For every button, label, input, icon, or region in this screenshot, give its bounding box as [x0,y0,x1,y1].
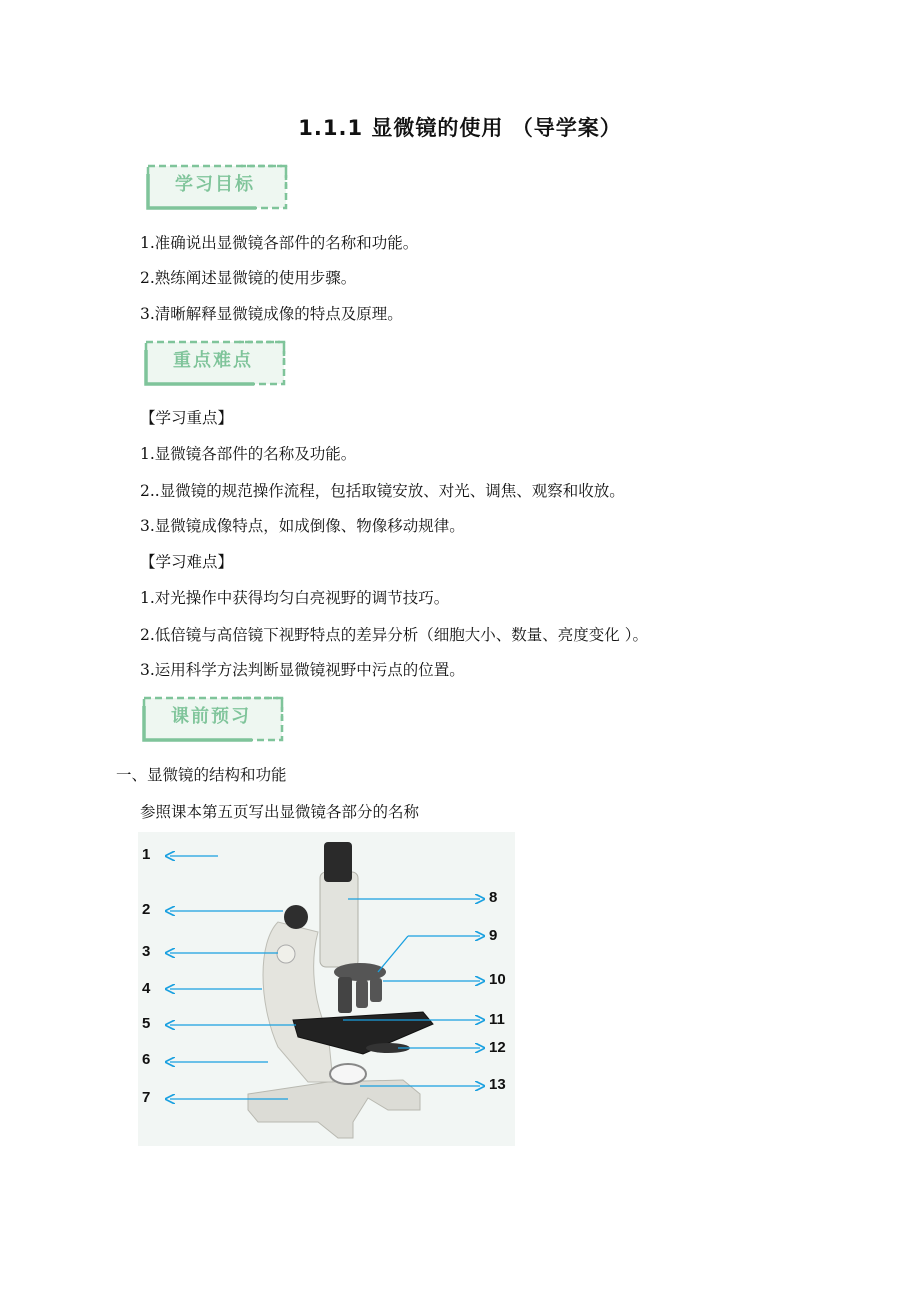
difficult-heading: 【学习难点】 [140,553,234,571]
difficult-item-3: 3.运用科学方法判断显微镜视野中污点的位置。 [140,661,465,679]
figure-label-3: 3 [142,943,151,960]
section-banner-preview [142,696,288,744]
figure-label-12: 12 [489,1039,506,1056]
figure-label-10: 10 [489,971,506,988]
section-banner-goals [146,164,292,212]
key-item-2: 2..显微镜的规范操作流程，包括取镜安放、对光、调焦、观察和收放。 [140,482,625,500]
figure-label-9: 9 [489,927,498,944]
figure-label-11: 11 [489,1011,505,1028]
figure-label-5: 5 [142,1015,151,1032]
instruction-text: 参照课本第五页写出显微镜各部分的名称 [140,803,420,821]
figure-label-13: 13 [489,1076,506,1093]
key-heading: 【学习重点】 [140,409,234,427]
goal-item-2: 2.熟练阐述显微镜的使用步骤。 [140,269,357,287]
figure-label-6: 6 [142,1051,151,1068]
page-title: 1.1.1 显微镜的使用 （导学案） [298,116,622,140]
section-one-heading: 一、显微镜的结构和功能 [116,766,287,784]
difficult-item-2: 2.低倍镜与高倍镜下视野特点的差异分析（细胞大小、数量、亮度变化 ）。 [140,626,648,644]
figure-label-7: 7 [142,1089,151,1106]
banner-goals-label: 学习目标 [175,174,255,195]
section-banner-key-points [144,340,290,388]
banner-preview-label: 课前预习 [171,706,251,727]
figure-label-2: 2 [142,901,151,918]
goal-item-1: 1.准确说出显微镜各部件的名称和功能。 [140,234,419,252]
goal-item-3: 3.清晰解释显微镜成像的特点及原理。 [140,305,403,323]
difficult-item-1: 1.对光操作中获得均匀白亮视野的调节技巧。 [140,589,450,607]
banner-key-points-label: 重点难点 [173,350,253,371]
key-item-3: 3.显微镜成像特点，如成倒像、物像移动规律。 [140,517,465,535]
figure-label-4: 4 [142,980,151,997]
microscope-illustration [138,832,515,1146]
microscope-figure [138,832,515,1146]
figure-label-8: 8 [489,889,498,906]
figure-label-1: 1 [142,846,151,863]
key-item-1: 1.显微镜各部件的名称及功能。 [140,445,357,463]
